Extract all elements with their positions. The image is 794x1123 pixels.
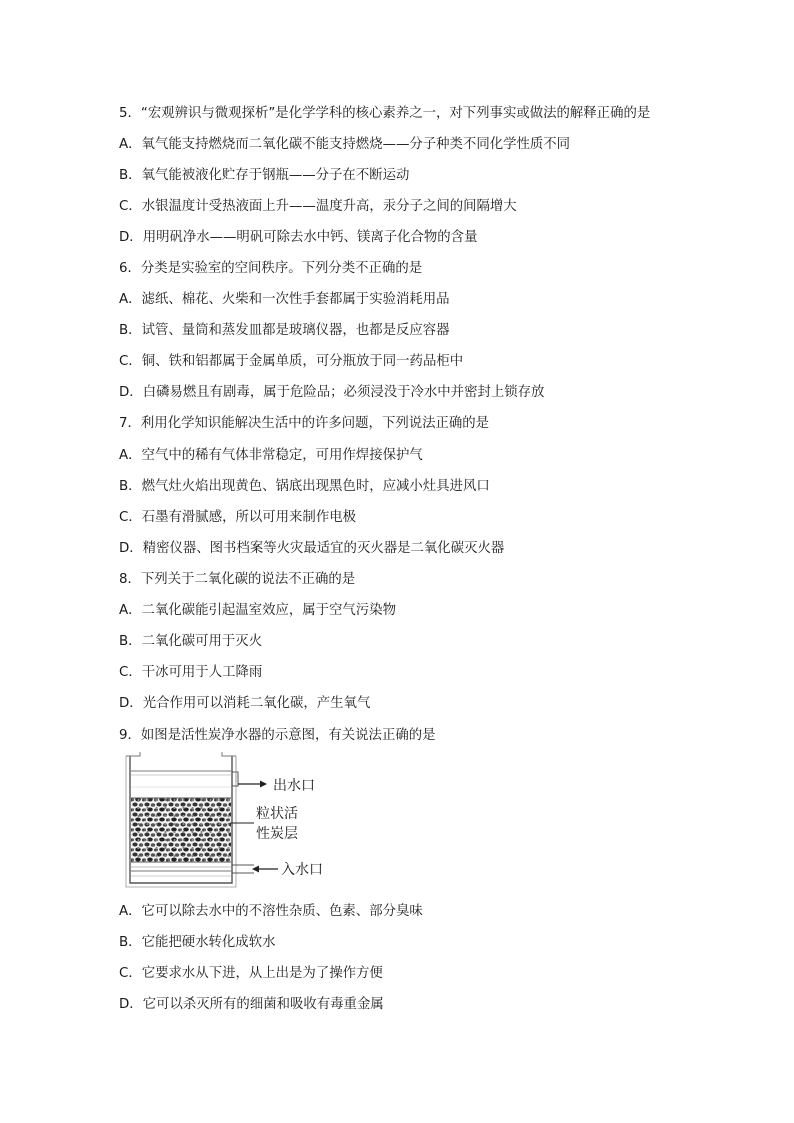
question-7-option-a: A．空气中的稀有气体非常稳定，可用作焊接保护气 [119, 448, 423, 463]
question-9-option-c: C．它要求水从下进，从上出是为了操作方便 [119, 966, 383, 981]
question-8-option-a: A．二氧化碳能引起温室效应，属于空气污染物 [119, 603, 396, 618]
question-9-stem: 9．如图是活性炭净水器的示意图，有关说法正确的是 [119, 728, 436, 743]
question-5-option-c: C．水银温度计受热液面上升——温度升高，汞分子之间的间隔增大 [119, 199, 517, 214]
question-5-option-b: B．氧气能被液化贮存于钢瓶——分子在不断运动 [119, 168, 410, 183]
question-6-stem: 6．分类是实验室的空间秩序。下列分类不正确的是 [119, 261, 423, 276]
question-9-option-d: D．它可以杀灭所有的细菌和吸收有毒重金属 [119, 997, 384, 1012]
question-6-option-a: A．滤纸、棉花、火柴和一次性手套都属于实验消耗用品 [119, 292, 450, 307]
question-6-option-b: B．试管、量筒和蒸发皿都是玻璃仪器，也都是反应容器 [119, 323, 450, 338]
outlet-pipe [232, 772, 238, 786]
question-8-stem: 8．下列关于二氧化碳的说法不正确的是 [119, 572, 356, 587]
question-8-option-d: D．光合作用可以消耗二氧化碳，产生氧气 [119, 696, 371, 711]
question-6-option-c: C．铜、铁和铝都属于金属单质，可分瓶放于同一药品柜中 [119, 354, 464, 369]
question-8-option-c: C．干冰可用于人工降雨 [119, 665, 263, 680]
question-7-option-b: B．燃气灶火焰出现黄色、锅底出现黑色时，应减小灶具进风口 [119, 479, 490, 494]
carbon-label-line1: 粒状活 [256, 806, 298, 822]
question-5-stem: 5．“宏观辨识与微观探析”是化学学科的核心素养之一，对下列事实或做法的解释正确的是 [119, 106, 651, 121]
water-purifier-diagram [120, 752, 350, 892]
question-7-stem: 7．利用化学知识能解决生活中的许多问题，下列说法正确的是 [119, 416, 490, 431]
question-7-option-c: C．石墨有滑腻感，所以可用来制作电极 [119, 510, 356, 525]
inlet-label: 入水口 [281, 862, 323, 878]
water-purifier-figure [120, 752, 350, 892]
question-5-option-a: A．氧气能支持燃烧而二氧化碳不能支持燃烧——分子种类不同化学性质不同 [119, 137, 571, 152]
question-9-option-b: B．它能把硬水转化成软水 [119, 935, 276, 950]
outlet-label: 出水口 [273, 778, 315, 794]
question-8-option-b: B．二氧化碳可用于灭火 [119, 634, 263, 649]
question-5-option-d: D．用明矾净水——明矾可除去水中钙、镁离子化合物的含量 [119, 230, 478, 245]
question-9-option-a: A．它可以除去水中的不溶性杂质、色素、部分臭味 [119, 904, 423, 919]
question-6-option-d: D．白磷易燃且有剧毒，属于危险品；必须浸没于冷水中并密封上锁存放 [119, 385, 545, 400]
carbon-label-line2: 性炭层 [256, 826, 298, 842]
question-7-option-d: D．精密仪器、图书档案等火灾最适宜的灭火器是二氧化碳灭火器 [119, 541, 505, 556]
